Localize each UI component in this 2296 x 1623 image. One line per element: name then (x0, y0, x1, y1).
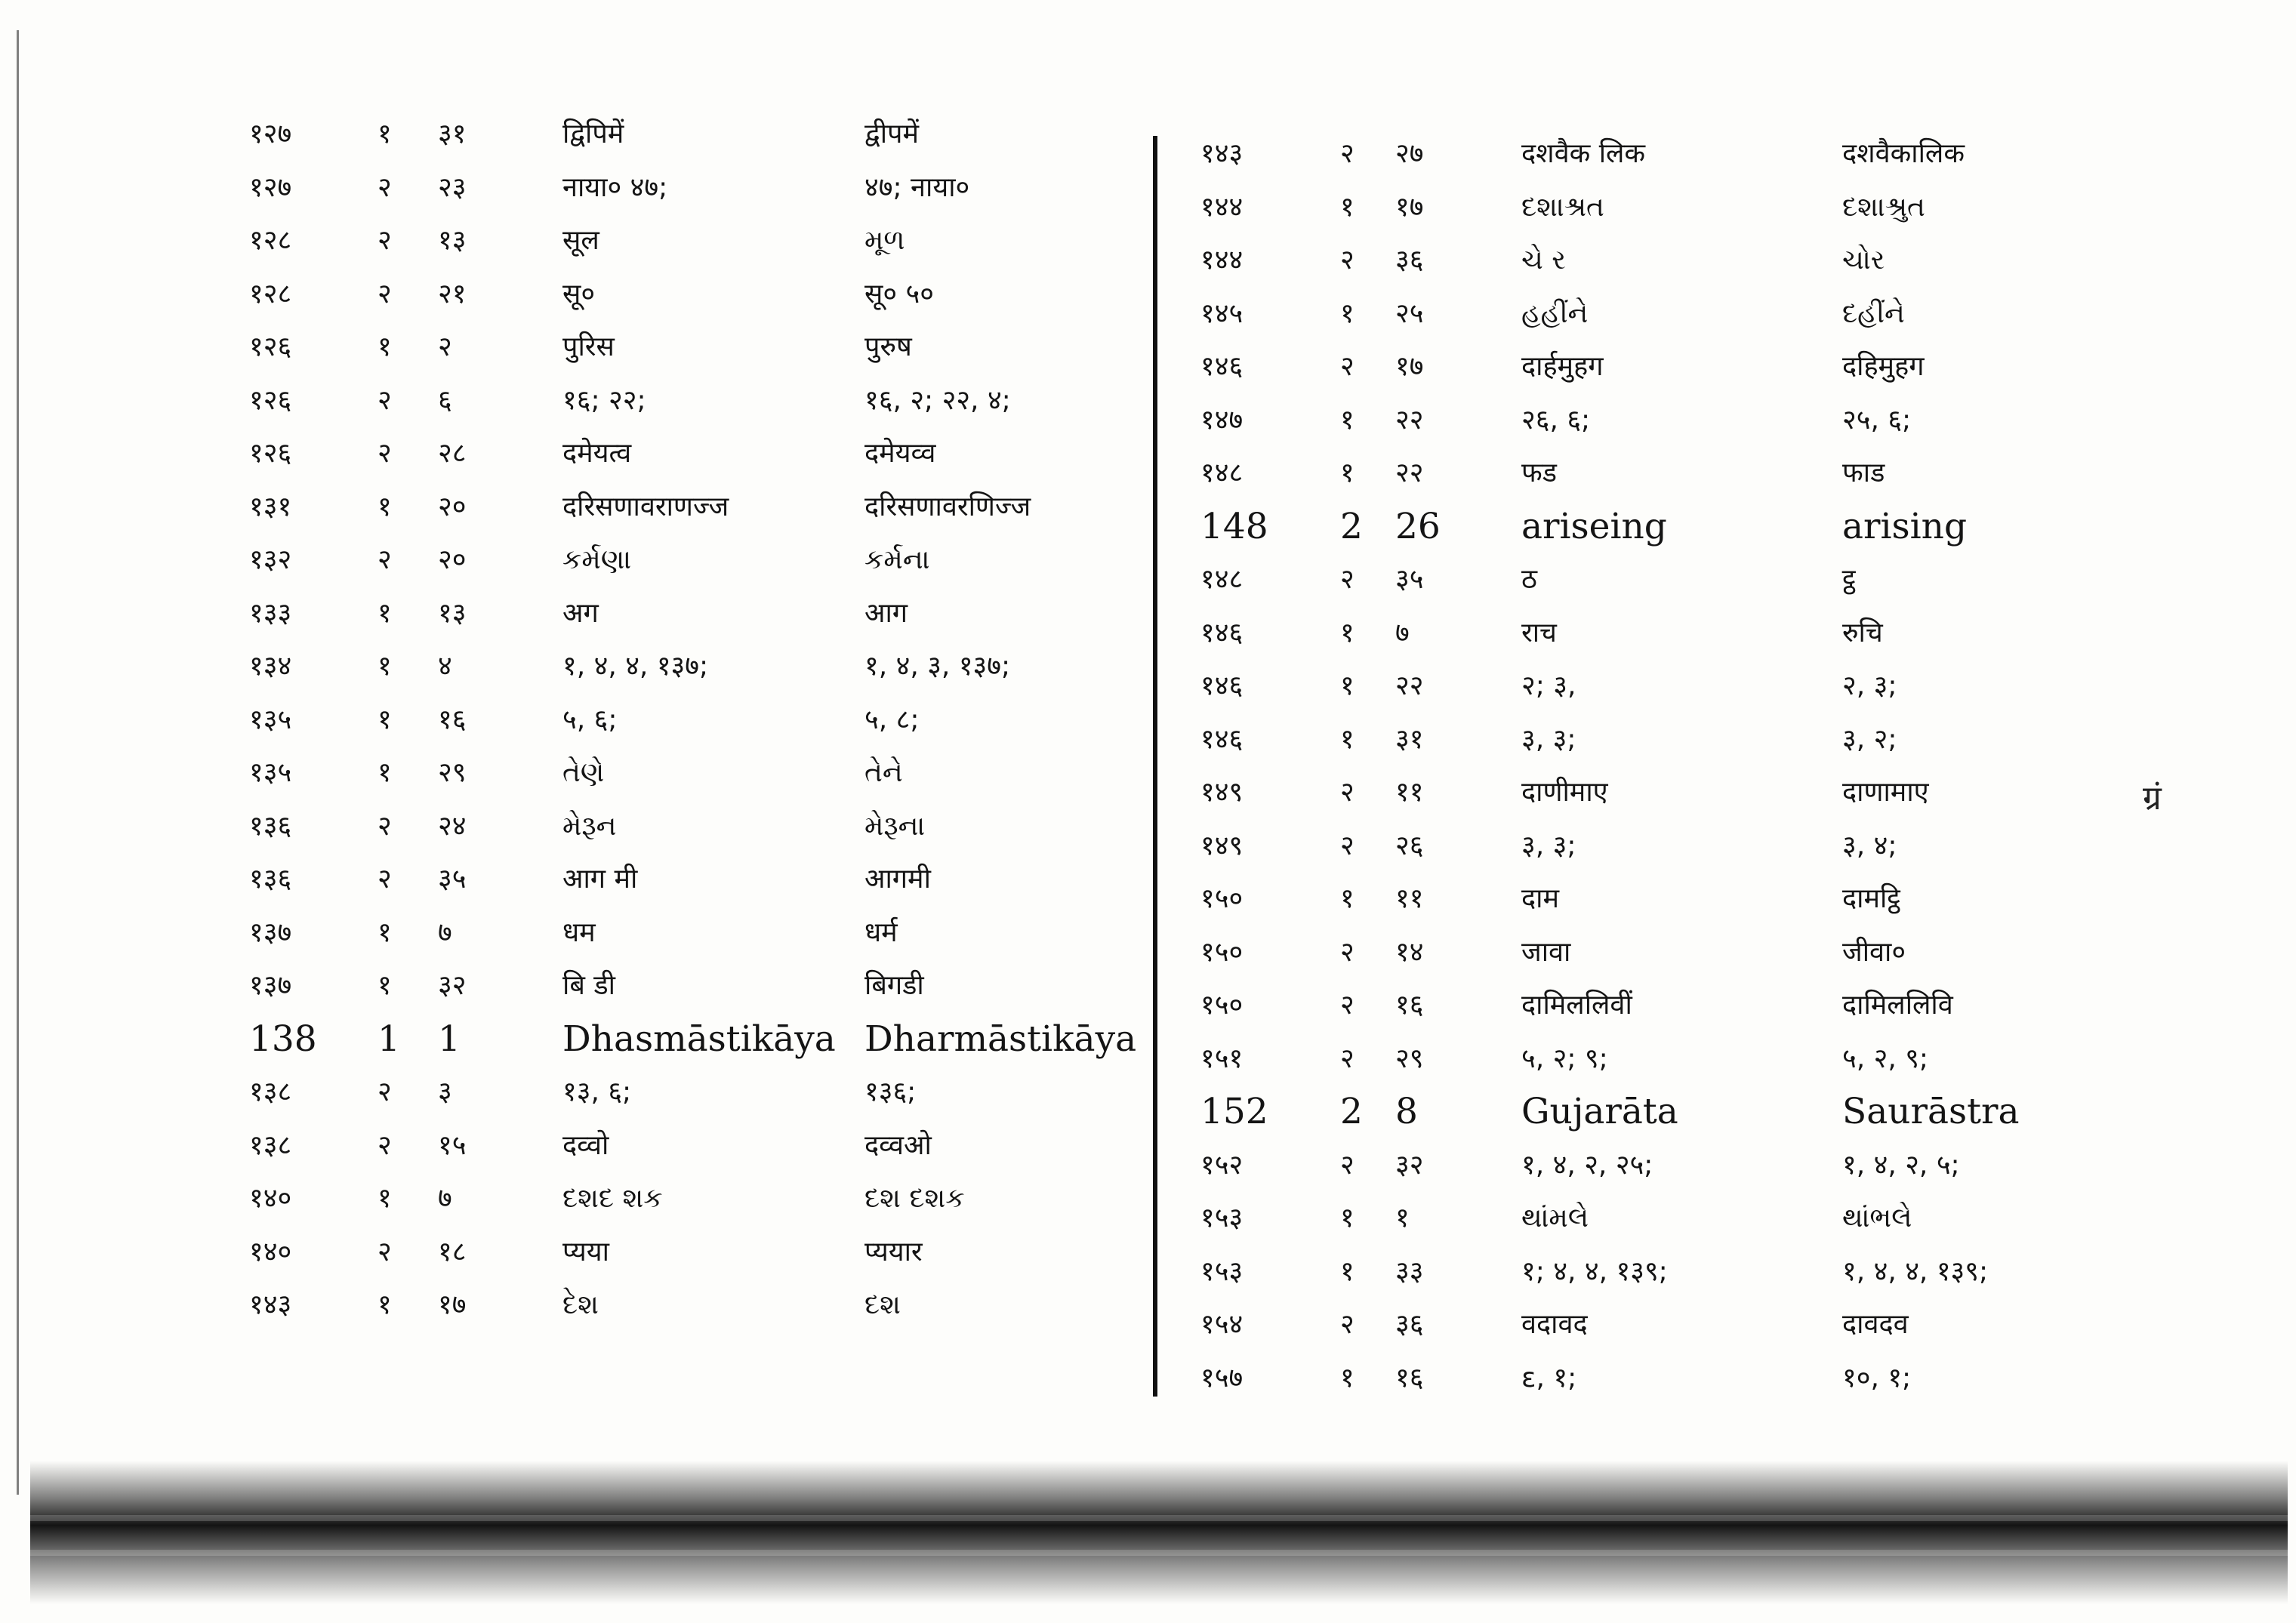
corrected-text: दावदव (1842, 1309, 1909, 1340)
page-number: १३८ (249, 1076, 292, 1107)
page-number: १४५ (1200, 297, 1244, 329)
incorrect-text: सू० (562, 278, 596, 310)
page-number: १३६ (249, 864, 292, 895)
column-number: 1 (378, 1018, 400, 1060)
line-number: 26 (1395, 505, 1441, 547)
corrected-text: दामट्ठि (1842, 883, 1900, 914)
line-number: २४ (438, 810, 467, 842)
column-number: २ (378, 225, 392, 256)
page-number: १५० (1200, 883, 1244, 914)
incorrect-text: दाम (1521, 883, 1559, 914)
column-number: २ (1340, 138, 1354, 169)
column-number: १ (378, 331, 392, 362)
corrected-text: दहिमुहग (1842, 351, 1925, 382)
line-number: ३२ (438, 970, 467, 1001)
column-number: १ (1340, 883, 1354, 914)
line-number: ३६ (1395, 1309, 1424, 1340)
page-number: १२८ (249, 278, 292, 310)
line-number: १७ (1395, 351, 1424, 382)
corrected-text: દશ દશક (864, 1183, 965, 1214)
page-number: १५० (1200, 936, 1244, 968)
page-number: १३४ (249, 651, 292, 682)
corrected-text: ५, २, ९; (1842, 1042, 1929, 1074)
page-number: १४६ (1200, 670, 1244, 701)
corrected-text: दाणामाए (1842, 777, 1929, 808)
corrected-text: તેને (864, 757, 903, 788)
column-number: २ (378, 384, 392, 416)
column-number: २ (378, 1129, 392, 1161)
column-number: १ (1340, 617, 1354, 648)
incorrect-text: દશાશ્રત (1521, 191, 1604, 223)
incorrect-text: ठ (1521, 564, 1537, 595)
incorrect-text: દેશ (562, 1289, 599, 1320)
corrected-text: દહીંને (1842, 297, 1905, 329)
line-number: ३६ (1395, 245, 1424, 276)
page-binding-edge (17, 30, 19, 1495)
corrected-text: जीवा० (1842, 936, 1906, 968)
line-number: १७ (438, 1289, 467, 1320)
page-number: १३८ (249, 1129, 292, 1161)
page-number: १३३ (249, 597, 292, 629)
page-number: १४० (249, 1183, 292, 1214)
column-number: २ (378, 1076, 392, 1107)
column-number: २ (1340, 351, 1354, 382)
corrected-text: दशवैकालिक (1842, 138, 1965, 169)
column-number: २ (1340, 245, 1354, 276)
incorrect-text: ε, १; (1521, 1362, 1577, 1394)
incorrect-text: दाणीमाए (1521, 777, 1608, 808)
corrected-text: ट्ठ (1842, 564, 1856, 595)
column-number: १ (378, 916, 392, 948)
line-number: १८ (438, 1236, 467, 1267)
line-number: ११ (1395, 777, 1424, 808)
page-number: १४८ (1200, 457, 1244, 488)
line-number: १ (1395, 1203, 1410, 1233)
page-number: १४७ (1200, 404, 1244, 436)
column-number: १ (378, 757, 392, 788)
line-number: ७ (1395, 617, 1410, 648)
incorrect-text: बि डी (562, 970, 615, 1001)
incorrect-text: दव्वो (562, 1129, 609, 1161)
line-number: १३ (438, 225, 467, 256)
page-number: १५४ (1200, 1309, 1244, 1340)
corrected-text: ચોર (1842, 245, 1885, 276)
line-number: १४ (1395, 936, 1424, 968)
line-number: २५ (1395, 297, 1424, 329)
incorrect-text: दामिललिवीं (1521, 990, 1632, 1021)
incorrect-text: नाया० ४७; (562, 171, 668, 203)
page-number: १३१ (249, 491, 292, 522)
line-number: २२ (1395, 670, 1424, 701)
column-divider (1153, 136, 1157, 1397)
incorrect-text: अग (562, 597, 599, 629)
column-number: २ (378, 1236, 392, 1267)
incorrect-text: १६; २२; (562, 384, 646, 416)
incorrect-text: दरिसणावराणज्ज (562, 491, 729, 522)
incorrect-text: १३, ६; (562, 1076, 632, 1107)
column-number: 2 (1340, 1091, 1363, 1132)
page-number: १४४ (1200, 245, 1244, 276)
page-number: १२८ (249, 225, 292, 256)
page-number: १५३ (1200, 1255, 1244, 1287)
line-number: १३ (438, 597, 467, 629)
column-number: १ (1340, 297, 1354, 329)
line-number: १६ (1395, 990, 1424, 1021)
incorrect-text: पुरिस (562, 331, 615, 362)
incorrect-text: १, ४, ४, १३७; (562, 651, 709, 682)
page-number: १४६ (1200, 351, 1244, 382)
page-number: १५२ (1200, 1149, 1244, 1181)
incorrect-text: सूल (562, 225, 599, 256)
incorrect-text: કર્મણા (562, 544, 632, 575)
line-number: २२ (1395, 457, 1424, 488)
line-number: ६ (438, 384, 452, 416)
corrected-text: १, ४, २, ५; (1842, 1149, 1960, 1181)
line-number: १६ (438, 704, 467, 735)
column-number: १ (378, 704, 392, 735)
incorrect-text: आग मी (562, 864, 638, 895)
page-number: १२७ (249, 171, 292, 203)
page-number: 152 (1200, 1091, 1268, 1132)
column-number: १ (1340, 457, 1354, 488)
line-number: २३ (438, 171, 467, 203)
corrected-text: १०, १; (1842, 1362, 1912, 1394)
line-number: ३ (438, 1076, 452, 1107)
incorrect-text: થાંમલે (1521, 1203, 1589, 1233)
page-number: 148 (1200, 505, 1268, 547)
incorrect-text: जावा (1521, 936, 1571, 968)
line-number: ७ (438, 916, 452, 948)
page-number: १४८ (1200, 564, 1244, 595)
corrected-text: १६, २; २२, ४; (864, 384, 1011, 416)
column-number: १ (1340, 723, 1354, 755)
page-number: १३७ (249, 916, 292, 948)
page-number: १२६ (249, 438, 292, 469)
corrected-text: ५, ८; (864, 704, 920, 735)
column-number: २ (1340, 1149, 1354, 1181)
corrected-text: १, ४, ४, १३९; (1842, 1255, 1989, 1287)
column-number: २ (378, 544, 392, 575)
corrected-text: મેરૂના (864, 810, 926, 842)
line-number: १६ (1395, 1362, 1424, 1394)
corrected-text: ३, ४; (1842, 830, 1897, 861)
line-number: ३५ (438, 864, 467, 895)
margin-note: ग्रं (2143, 779, 2162, 818)
incorrect-text: प्यया (562, 1236, 609, 1267)
incorrect-text: फड (1521, 457, 1558, 488)
corrected-text: आग (864, 597, 908, 629)
column-number: २ (1340, 1309, 1354, 1340)
line-number: ४ (438, 651, 452, 682)
page-number: १४३ (249, 1289, 292, 1320)
column-number: १ (378, 491, 392, 522)
incorrect-text: તેણે (562, 757, 605, 788)
page-number: १३२ (249, 544, 292, 575)
line-number: २१ (438, 278, 467, 310)
incorrect-text: १, ४, २, २५; (1521, 1149, 1653, 1181)
corrected-text: धर्म (864, 916, 898, 948)
corrected-text: ४७; नाया० (864, 171, 970, 203)
corrected-text: થાંભલે (1842, 1203, 1912, 1233)
page-number: १४४ (1200, 191, 1244, 223)
page-number: १४३ (1200, 138, 1244, 169)
page-number: १३५ (249, 757, 292, 788)
page-number: 138 (249, 1018, 317, 1060)
column-number: २ (1340, 936, 1354, 968)
corrected-text: Saurāstra (1842, 1091, 2020, 1132)
incorrect-text: दमेयत्व (562, 438, 632, 469)
corrected-text: २, ३; (1842, 670, 1897, 701)
column-number: २ (378, 810, 392, 842)
column-number: २ (1340, 830, 1354, 861)
corrected-text: दरिसणावरणिज्ज (864, 491, 1031, 522)
corrected-text: फाड (1842, 457, 1885, 488)
corrected-text: दामिललिवि (1842, 990, 1953, 1021)
page-number: १५७ (1200, 1362, 1244, 1394)
page-number: १३७ (249, 970, 292, 1001)
corrected-text: દશાશ્રુત (1842, 191, 1925, 223)
corrected-text: કર્મના (864, 544, 930, 575)
line-number: 1 (438, 1018, 461, 1060)
column-number: १ (1340, 191, 1354, 223)
corrected-text: प्ययार (864, 1236, 923, 1267)
page-number: १२६ (249, 331, 292, 362)
column-number: १ (1340, 1203, 1354, 1233)
line-number: ३५ (1395, 564, 1424, 595)
incorrect-text: ચે ર (1521, 245, 1566, 276)
column-number: २ (378, 864, 392, 895)
corrected-text: दमेयव्व (864, 438, 936, 469)
line-number: २० (438, 544, 467, 575)
page-number: १४० (249, 1236, 292, 1267)
page-number: १५३ (1200, 1203, 1244, 1233)
corrected-text: १, ४, ३, १३७; (864, 651, 1011, 682)
corrected-text: द्वीपमें (864, 119, 920, 149)
line-number: २२ (1395, 404, 1424, 436)
incorrect-text: ariseing (1521, 505, 1667, 547)
incorrect-text: १; ४, ४, १३९; (1521, 1255, 1668, 1287)
incorrect-text: २; ३, (1521, 670, 1576, 701)
corrected-text: पुरुष (864, 331, 912, 362)
line-number: ३१ (1395, 723, 1424, 755)
page-number: १४६ (1200, 617, 1244, 648)
line-number: २८ (438, 438, 467, 469)
line-number: २७ (1395, 138, 1424, 169)
line-number: २ (438, 331, 452, 362)
column-number: २ (1340, 990, 1354, 1021)
page-number: १४९ (1200, 777, 1244, 808)
line-number: ३१ (438, 119, 467, 149)
page-number: १५० (1200, 990, 1244, 1021)
corrected-text: आगमी (864, 864, 931, 895)
column-number: २ (378, 171, 392, 203)
column-number: १ (378, 1183, 392, 1214)
column-number: 2 (1340, 505, 1363, 547)
line-number: ११ (1395, 883, 1424, 914)
page-number: १३६ (249, 810, 292, 842)
line-number: 8 (1395, 1091, 1418, 1132)
line-number: १७ (1395, 191, 1424, 223)
column-number: १ (378, 651, 392, 682)
corrected-text: २५, ६; (1842, 404, 1912, 436)
corrected-text: रुचि (1842, 617, 1883, 648)
corrected-text: ३, २; (1842, 723, 1897, 755)
line-number: २६ (1395, 830, 1424, 861)
corrected-text: बिगडी (864, 970, 924, 1001)
incorrect-text: મેરૂન (562, 810, 617, 842)
line-number: ७ (438, 1183, 452, 1214)
column-number: १ (1340, 1362, 1354, 1394)
incorrect-text: ३, ३; (1521, 723, 1576, 755)
page-number: १३५ (249, 704, 292, 735)
corrected-text: મૂળ (864, 225, 905, 256)
line-number: ३२ (1395, 1149, 1424, 1181)
page-number: १२७ (249, 119, 292, 149)
page-number: १४९ (1200, 830, 1244, 861)
incorrect-text: वदावद (1521, 1309, 1588, 1340)
page-number: १५१ (1200, 1042, 1244, 1074)
column-number: १ (378, 119, 392, 149)
column-number: १ (1340, 1255, 1354, 1287)
column-number: २ (378, 438, 392, 469)
line-number: २० (438, 491, 467, 522)
incorrect-text: દશદ શક (562, 1183, 663, 1214)
corrected-text: दव्वओ (864, 1129, 932, 1161)
incorrect-text: धम (562, 916, 596, 948)
column-number: २ (1340, 777, 1354, 808)
incorrect-text: २६, ६; (1521, 404, 1591, 436)
incorrect-text: ५, ६; (562, 704, 618, 735)
corrected-text: १३६; (864, 1076, 917, 1107)
corrected-text: Dharmāstikāya (864, 1018, 1137, 1060)
incorrect-text: द्विपिमें (562, 119, 624, 149)
incorrect-text: राच (1521, 617, 1557, 648)
incorrect-text: दशवैक लिक (1521, 138, 1646, 169)
column-number: १ (1340, 404, 1354, 436)
corrected-text: सू० ५० (864, 278, 934, 310)
line-number: ३३ (1395, 1255, 1424, 1287)
page-number: १४६ (1200, 723, 1244, 755)
incorrect-text: Dhasmāstikāya (562, 1018, 836, 1060)
column-number: १ (1340, 670, 1354, 701)
column-number: २ (378, 278, 392, 310)
incorrect-text: Gujarāta (1521, 1091, 1678, 1132)
column-number: १ (378, 1289, 392, 1320)
incorrect-text: दार्हमुहग (1521, 351, 1604, 382)
line-number: १५ (438, 1129, 467, 1161)
corrected-text: દશ (864, 1289, 901, 1320)
line-number: २९ (1395, 1042, 1424, 1074)
page-number: १२६ (249, 384, 292, 416)
incorrect-text: હહીંને (1521, 297, 1589, 329)
column-number: १ (378, 970, 392, 1001)
column-number: १ (378, 597, 392, 629)
incorrect-text: ५, २; ९; (1521, 1042, 1608, 1074)
line-number: २९ (438, 757, 467, 788)
incorrect-text: ३, ३; (1521, 830, 1576, 861)
column-number: २ (1340, 1042, 1354, 1074)
column-number: २ (1340, 564, 1354, 595)
scan-shadow (30, 1461, 2288, 1604)
corrected-text: arising (1842, 505, 1968, 547)
